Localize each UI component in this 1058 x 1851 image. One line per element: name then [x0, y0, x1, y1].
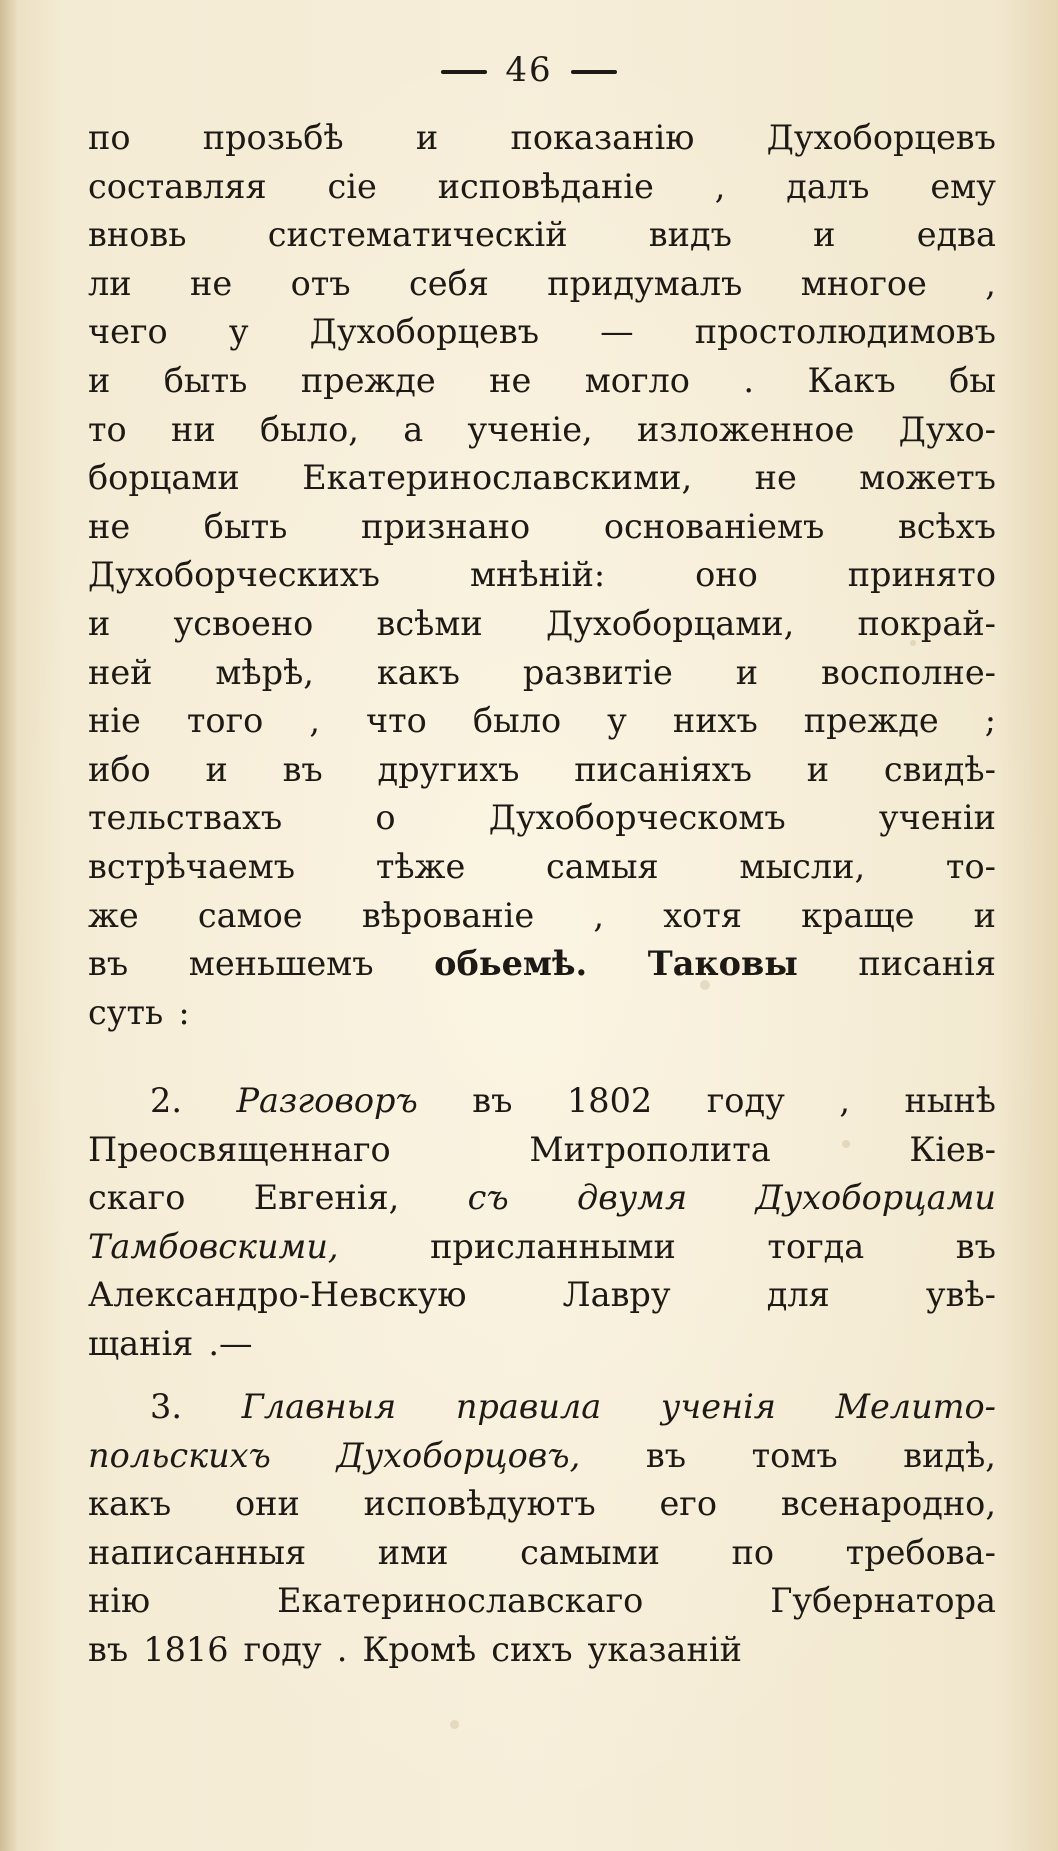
- word: ,: [593, 895, 605, 935]
- paragraph2-line-2: [88, 1126, 996, 1175]
- word: самыя: [546, 846, 659, 886]
- word: 1816: [143, 1629, 229, 1669]
- word: обьемѣ.: [434, 944, 588, 984]
- word: и: [88, 603, 111, 643]
- word: ученіи: [878, 798, 996, 838]
- word: 1802: [566, 1081, 653, 1120]
- word: и: [806, 749, 830, 789]
- paper-spot: [160, 1460, 167, 1467]
- word: признано: [361, 506, 531, 546]
- paragraph2-line-6: [88, 1320, 996, 1369]
- word: .: [336, 1629, 348, 1669]
- word: Разговоръ: [236, 1081, 418, 1120]
- paragraph2-line-1: [88, 1077, 996, 1126]
- word: восполне-: [820, 652, 996, 692]
- word: его: [659, 1484, 718, 1524]
- word: .—: [208, 1323, 253, 1363]
- word: то-: [945, 846, 996, 886]
- word: суть: [88, 992, 164, 1032]
- word: Духоборческомъ: [488, 798, 786, 838]
- word: въ: [88, 1629, 129, 1669]
- word: скаго: [88, 1178, 186, 1218]
- paragraph3-line-3: [88, 1480, 996, 1529]
- word: году: [243, 1629, 322, 1669]
- word: —: [600, 312, 634, 352]
- paragraph-3-melitopol-rules: [88, 1383, 996, 1675]
- word: мнѣній:: [469, 555, 606, 595]
- word: Митрополита: [529, 1129, 771, 1169]
- word: ни: [171, 409, 216, 449]
- word: хотя: [663, 895, 742, 935]
- word: едва: [916, 215, 996, 255]
- word: краще: [801, 895, 915, 935]
- word: :: [178, 992, 190, 1032]
- word: чего: [88, 312, 168, 352]
- word: ;: [984, 701, 996, 741]
- word: тогда: [767, 1226, 865, 1266]
- word: правила: [455, 1387, 602, 1426]
- word-space: [347, 1626, 362, 1675]
- word-space: [573, 1626, 588, 1675]
- word: видѣ,: [903, 1435, 996, 1475]
- word: исповѣданіе: [437, 166, 654, 206]
- word: систематическій: [267, 215, 568, 255]
- word: Духоборцевъ: [766, 118, 996, 157]
- word: Екатеринославскими,: [302, 458, 693, 498]
- paragraph1-line-18: [88, 940, 996, 989]
- word: самыми: [520, 1532, 660, 1572]
- word: они: [235, 1484, 300, 1524]
- page-number-right-dash: [571, 70, 617, 74]
- word: щанія: [88, 1323, 194, 1363]
- paragraph3-line-2: [88, 1432, 996, 1481]
- word: тѣже: [375, 846, 466, 886]
- word: ученіе,: [467, 409, 593, 449]
- word: и: [813, 215, 836, 255]
- paragraph1-line-16: [88, 843, 996, 892]
- word: по: [731, 1532, 775, 1572]
- word: себя: [409, 263, 489, 303]
- word: изложенное: [636, 409, 855, 449]
- word: того: [186, 701, 264, 741]
- word: Тамбовскими,: [88, 1226, 339, 1266]
- word: въ: [88, 944, 129, 984]
- word: составляя: [88, 166, 267, 206]
- word: ученія: [660, 1387, 776, 1426]
- word: какъ: [376, 652, 460, 692]
- word: можетъ: [859, 458, 996, 498]
- word: Александро-Невскую: [88, 1275, 467, 1315]
- word: присланными: [430, 1226, 676, 1266]
- word: двумя: [577, 1178, 688, 1218]
- word: съ: [467, 1178, 509, 1218]
- word: сіе: [327, 166, 377, 206]
- paragraph1-line-6: [88, 357, 996, 406]
- page-number-value: 46: [505, 50, 553, 90]
- paper-spot: [842, 1140, 850, 1148]
- word: вновь: [88, 215, 187, 255]
- word: Кіев-: [909, 1129, 996, 1169]
- word-space: [128, 1626, 143, 1675]
- word: и: [735, 652, 759, 692]
- word: было,: [259, 409, 359, 449]
- word: мысли,: [739, 846, 866, 886]
- word: же: [88, 895, 139, 935]
- word: Духо-: [898, 409, 996, 449]
- word: другихъ: [377, 749, 520, 789]
- word: тельствахъ: [88, 798, 283, 838]
- word: и: [415, 118, 439, 157]
- paragraph1-line-13: [88, 697, 996, 746]
- word: прозьбѣ: [202, 118, 344, 157]
- word: нихъ: [672, 701, 758, 741]
- word: ибо: [88, 749, 151, 789]
- word: не: [88, 506, 131, 546]
- word: ,: [309, 701, 320, 741]
- word: ней: [88, 652, 153, 692]
- page-number-left-dash: [441, 70, 487, 74]
- paragraph3-line-1: [88, 1383, 996, 1432]
- word: увѣ-: [925, 1275, 996, 1315]
- word: всѣми: [376, 603, 483, 643]
- word: что: [366, 701, 427, 741]
- word: Преосвященнаго: [88, 1129, 391, 1169]
- word: всенародно,: [780, 1484, 996, 1524]
- word: 3.: [150, 1387, 182, 1426]
- word: покрай-: [857, 603, 996, 643]
- word: мѣрѣ,: [215, 652, 314, 692]
- word: Мелито-: [835, 1387, 996, 1426]
- word: ,: [839, 1081, 850, 1120]
- word: Екатеринославскаго: [277, 1581, 644, 1621]
- word: показанію: [510, 118, 695, 157]
- word: и: [205, 749, 228, 789]
- paragraph1-line-1: [88, 114, 996, 163]
- paragraph1-line-9: [88, 503, 996, 552]
- word: написанныя: [88, 1532, 307, 1572]
- paragraph3-line-6: [88, 1626, 996, 1675]
- word: Таковы: [647, 944, 798, 984]
- word: году: [706, 1081, 785, 1120]
- paragraph1-line-3: [88, 211, 996, 260]
- word: Духоборцовъ,: [336, 1435, 581, 1475]
- word: быть: [163, 360, 248, 400]
- word: и: [88, 360, 111, 400]
- word: встрѣчаемъ: [88, 846, 296, 886]
- word: ніе: [88, 701, 141, 741]
- word: исповѣдуютъ: [363, 1484, 596, 1524]
- word: самое: [197, 895, 303, 935]
- word: у: [228, 312, 249, 352]
- paragraph1-line-17: [88, 892, 996, 941]
- word: видъ: [648, 215, 732, 255]
- word: усвоено: [173, 603, 314, 643]
- paragraph1-line-14: [88, 746, 996, 795]
- word: основаніемъ: [603, 506, 825, 546]
- word: Духоборцевъ: [309, 312, 540, 352]
- word: для: [766, 1275, 830, 1315]
- word: борцами: [88, 458, 240, 498]
- word: то: [88, 409, 127, 449]
- page-edge-shadow: [0, 0, 18, 1851]
- paper-spot: [700, 980, 710, 990]
- word-space: [229, 1626, 244, 1675]
- word: развитіе: [522, 652, 673, 692]
- word-space: [476, 1626, 491, 1675]
- paragraph1-line-7: [88, 406, 996, 455]
- word: ими: [377, 1532, 449, 1572]
- word: ему: [930, 166, 996, 206]
- word: въ: [955, 1226, 996, 1266]
- page-number: [0, 50, 1058, 90]
- paragraph2-line-3: [88, 1174, 996, 1223]
- word: ,: [985, 263, 996, 303]
- paragraph1-line-12: [88, 649, 996, 698]
- word: не: [190, 263, 233, 303]
- word: Главныя: [241, 1387, 397, 1426]
- word-space: [322, 1626, 337, 1675]
- word: Духоборцами: [755, 1178, 996, 1218]
- word: писанія: [858, 944, 996, 984]
- word: отъ: [290, 263, 351, 303]
- paper-spot: [450, 1720, 459, 1729]
- paragraph-2-dialogue-1802: [88, 1077, 996, 1369]
- paragraph1-line-8: [88, 454, 996, 503]
- paragraph1-line-5: [88, 308, 996, 357]
- word: въ: [472, 1081, 513, 1120]
- word: какъ: [88, 1484, 172, 1524]
- paragraph1-line-11: [88, 600, 996, 649]
- word: въ: [645, 1435, 687, 1475]
- word-space: [193, 1320, 208, 1369]
- word: быть: [203, 506, 288, 546]
- word: по: [88, 118, 131, 157]
- word: .: [743, 360, 755, 400]
- word: Губернатора: [770, 1581, 996, 1621]
- word: польскихъ: [88, 1435, 271, 1475]
- paragraph2-line-5: [88, 1271, 996, 1320]
- word: и: [973, 895, 996, 935]
- paragraph2-line-4: [88, 1223, 996, 1272]
- word: многое: [800, 263, 927, 303]
- word: о: [375, 798, 396, 838]
- word: оно: [695, 555, 758, 595]
- paragraph3-line-5: [88, 1577, 996, 1626]
- word: далъ: [786, 166, 870, 206]
- word: Лавру: [562, 1275, 671, 1315]
- paragraph-1: [88, 114, 996, 1037]
- word: Кромѣ: [362, 1629, 477, 1669]
- word: прежде: [803, 701, 939, 741]
- word: принято: [847, 555, 996, 595]
- paragraph1-line-2: [88, 163, 996, 212]
- word: могло: [584, 360, 690, 400]
- word: бы: [949, 360, 996, 400]
- word: не: [489, 360, 532, 400]
- word: свидѣ-: [883, 749, 996, 789]
- paragraph3-line-4: [88, 1529, 996, 1578]
- word: требова-: [845, 1532, 996, 1572]
- paragraph1-line-10: [88, 551, 996, 600]
- paragraph1-line-19: [88, 989, 996, 1038]
- word: было: [472, 701, 562, 741]
- paragraph1-line-4: [88, 260, 996, 309]
- word: вѣрованіе: [361, 895, 535, 935]
- paper-spot: [910, 640, 916, 646]
- word: указаній: [587, 1629, 742, 1669]
- word: ,: [714, 166, 726, 206]
- word: томъ: [751, 1435, 838, 1475]
- word: Духоборческихъ: [88, 555, 380, 595]
- word: Духоборцами,: [545, 603, 795, 643]
- word: нію: [88, 1581, 151, 1621]
- word: простолюдимовъ: [694, 312, 996, 352]
- word: ли: [88, 263, 132, 303]
- word: не: [754, 458, 797, 498]
- word: у: [607, 701, 627, 741]
- word: меньшемъ: [188, 944, 374, 984]
- word: а: [403, 409, 424, 449]
- word: нынѣ: [904, 1081, 996, 1120]
- word: Какъ: [807, 360, 896, 400]
- word: Евгенія,: [253, 1178, 400, 1218]
- word: писаніяхъ: [574, 749, 752, 789]
- paragraph1-line-15: [88, 794, 996, 843]
- word: 2.: [150, 1081, 182, 1120]
- word: въ: [282, 749, 323, 789]
- word-space: [163, 989, 178, 1038]
- word: всѣхъ: [897, 506, 996, 546]
- word: сихъ: [491, 1629, 573, 1669]
- word: прежде: [300, 360, 436, 400]
- word: придумалъ: [547, 263, 743, 303]
